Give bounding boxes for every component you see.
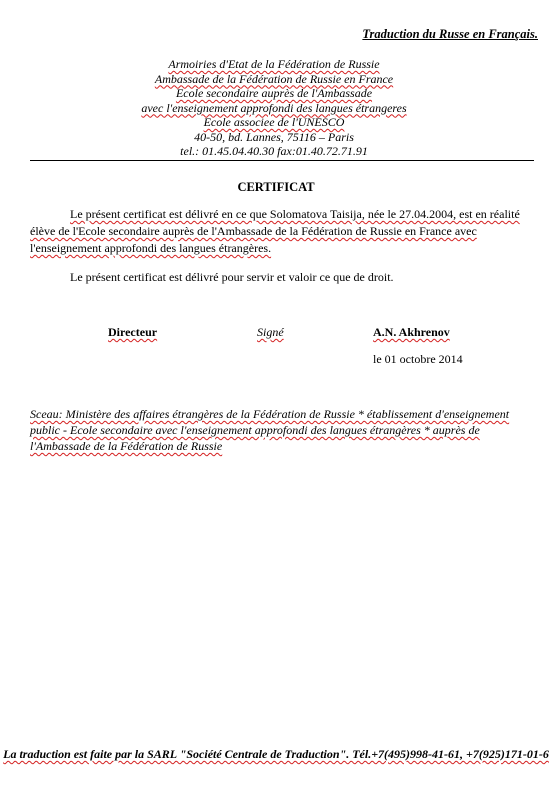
letterhead-line: avec l'enseignement approfondi des langues étrangeres xyxy=(141,100,407,115)
translation-note: Traduction du Russe en Français. xyxy=(362,27,538,41)
body-paragraph-2 xyxy=(30,269,540,286)
body-paragraph-1 xyxy=(30,206,540,257)
letterhead-line: Ecole associee de l'UNESCO xyxy=(203,115,345,129)
body-paragraph-text: Le présent certificat est délivré en ce que Solomatova Taisija, née le 27.04.2004, est en réalité élève de l'Ecole secondaire auprès de l'Ambassade de la Fédération de Russie en France avec l'enseignement approfondi des langues étrangères. xyxy=(30,207,520,255)
letterhead-line: Armoiries d'Etat de la Fédération de Russie xyxy=(168,57,380,71)
seal-description: Sceau: Ministère des affaires étrangères de la Fédération de Russie * établissement d'enseignement public - Ecole secondaire avec l'enseignement approfondi des langues étrangères * auprès de l'Ambassade de la Fédération de Russie xyxy=(30,407,510,453)
letterhead-line: Ecole secondaire auprès de l'Ambassade xyxy=(175,86,373,100)
document-title: CERTIFICAT xyxy=(237,180,315,194)
signatory-name: A.N. Akhrenov xyxy=(373,325,450,339)
body-paragraph-text: Le présent certificat est délivré pour servir et valoir ce que de droit. xyxy=(70,270,394,284)
translator-footer: La traduction est faite par la SARL "Société Centrale de Traduction". Tél.+7(495)998-41-61, +7(925)171-01-6 xyxy=(3,747,549,761)
letterhead xyxy=(0,57,552,159)
signed-mark: Signé xyxy=(257,325,284,339)
letterhead-phone: tel.: 01.45.04.40.30 fax:01.40.72.71.91 xyxy=(180,144,368,158)
signature-date: le 01 octobre 2014 xyxy=(373,352,463,366)
letterhead-line: Ambassade de la Fédération de Russie en France xyxy=(154,71,394,86)
header-divider xyxy=(30,160,534,161)
signatory-role: Directeur xyxy=(108,325,158,339)
letterhead-address: 40-50, bd. Lannes, 75116 – Paris xyxy=(194,129,354,144)
